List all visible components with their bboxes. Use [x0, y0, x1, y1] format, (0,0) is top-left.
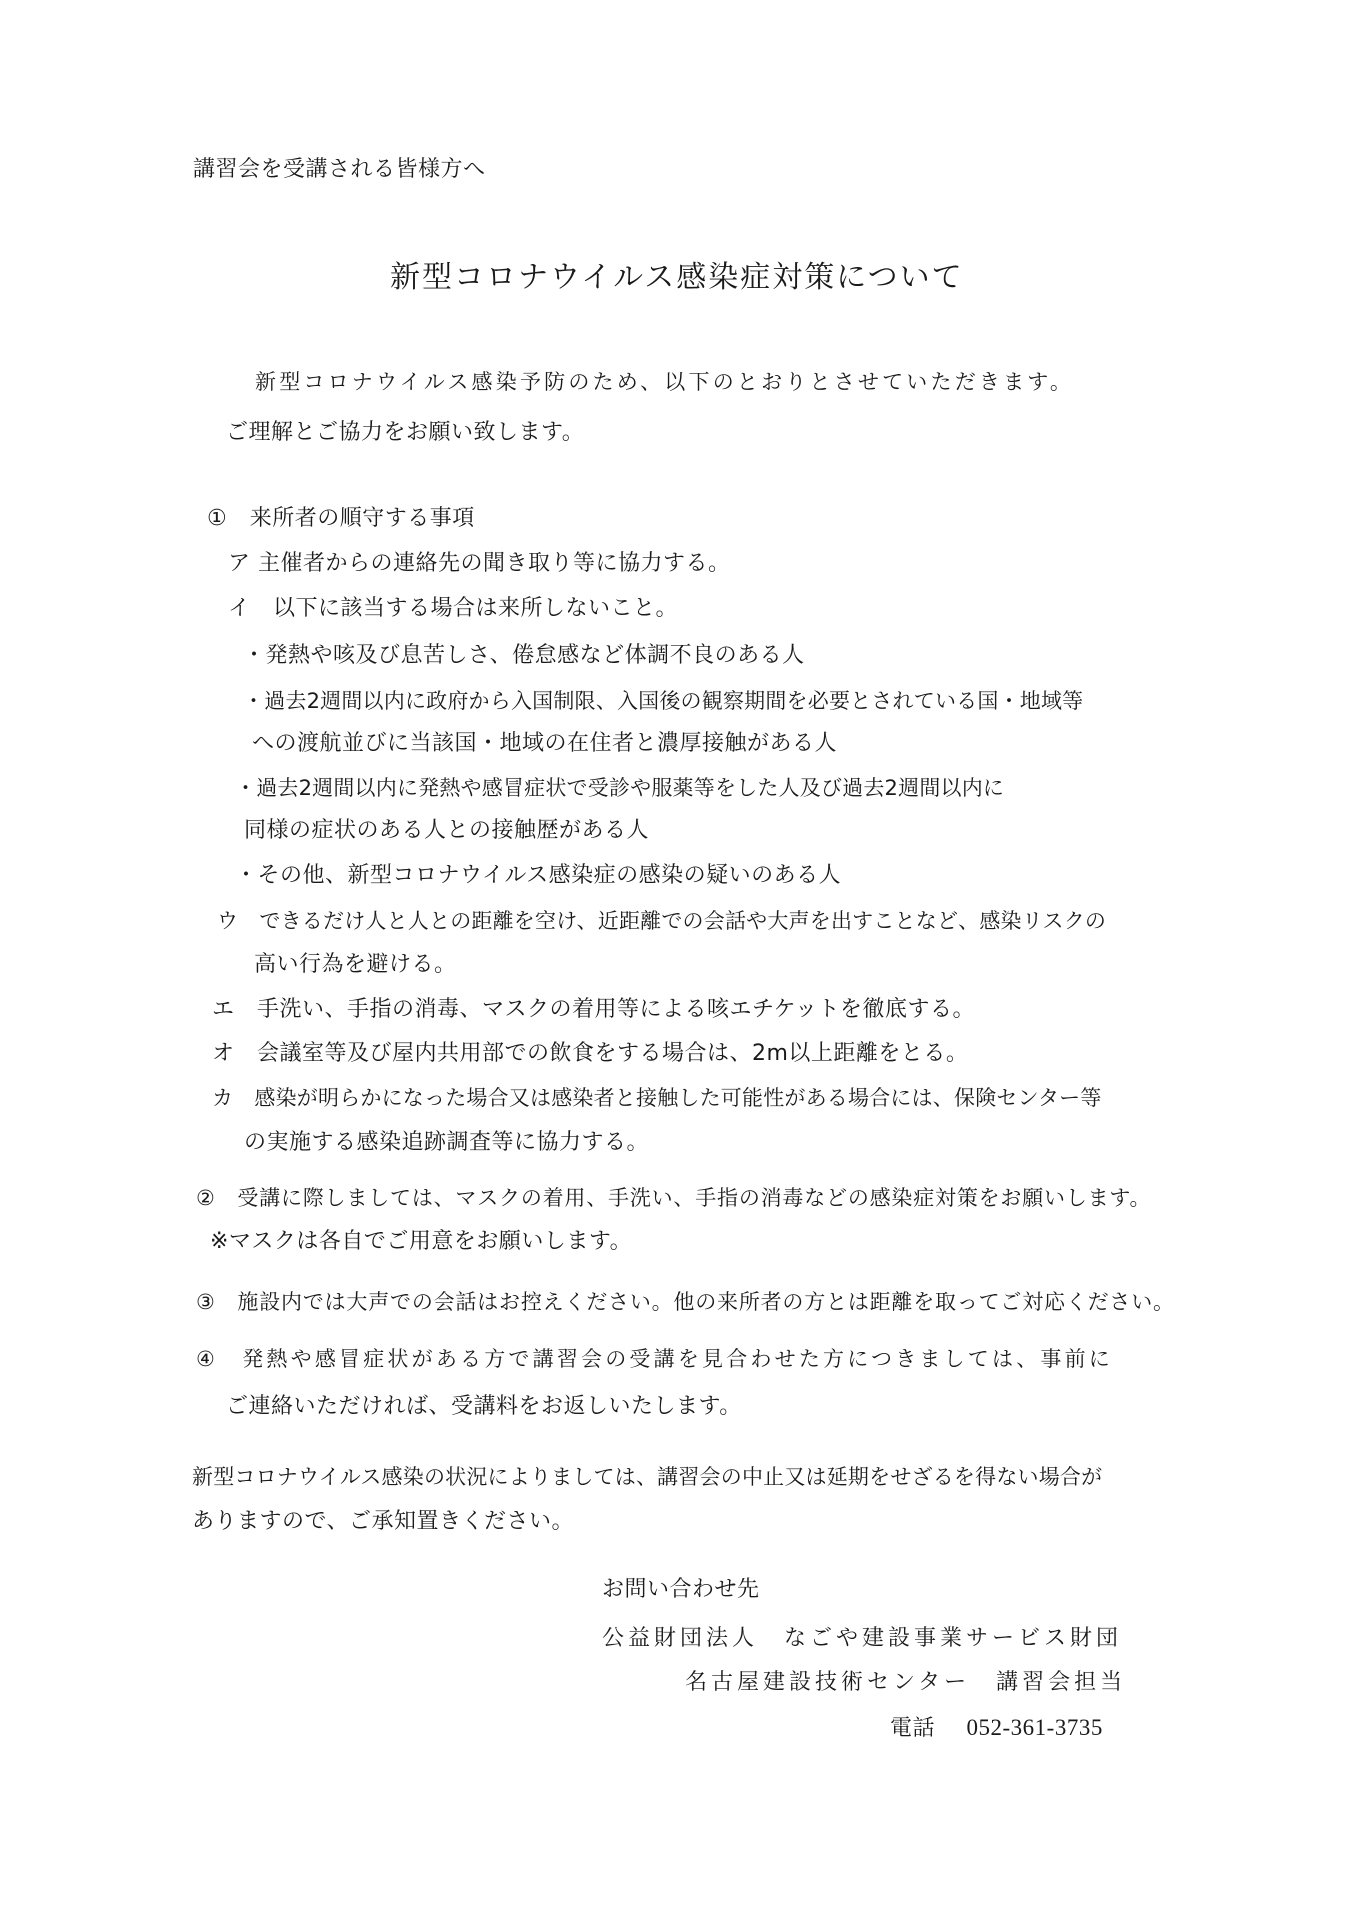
contact-phone-label: 電話: [890, 1716, 936, 1741]
section-3-line-1: ③ 施設内では大声での会話はお控えください。他の来所者の方とは距離を取ってご対応ください。: [196, 1290, 1175, 1314]
section-1-heading: ① 来所者の順守する事項: [207, 506, 475, 531]
section-2-line-2: ※マスクは各自でご用意をお願いします。: [210, 1229, 633, 1254]
contact-organization: 公益財団法人 なごや建設事業サービス財団: [602, 1626, 1123, 1651]
contact-department: 名古屋建設技術センター 講習会担当: [685, 1670, 1127, 1695]
section-1-item-ka-line-2: の実施する感染追跡調査等に協力する。: [244, 1130, 650, 1155]
addressee-line: 講習会を受講される皆様方へ: [193, 157, 486, 182]
intro-line-2: ご理解とご協力をお願い致します。: [226, 420, 585, 445]
section-1-bullet-3-line-1: ・過去2週間以内に発熱や感冒症状で受診や服薬等をした人及び過去2週間以内に: [235, 776, 1005, 800]
document-title: 新型コロナウイルス感染症対策について: [390, 260, 964, 295]
section-1-item-ka-line-1: カ 感染が明らかになった場合又は感染者と接触した可能性がある場合には、保険センター等: [212, 1086, 1102, 1110]
section-1-item-e: エ 手洗い、手指の消毒、マスクの着用等による咳エチケットを徹底する。: [212, 997, 976, 1022]
intro-line-1: 新型コロナウイルス感染予防のため、以下のとおりとさせていただきます。: [255, 370, 1075, 394]
section-4-line-2: ご連絡いただければ、受講料をお返しいたします。: [226, 1394, 742, 1419]
section-2-line-1: ② 受講に際しましては、マスクの着用、手洗い、手指の消毒などの感染症対策をお願いします。: [196, 1186, 1152, 1210]
section-1-item-u-line-1: ウ できるだけ人と人との距離を空け、近距離での会話や大声を出すことなど、感染リスクの: [217, 909, 1107, 933]
contact-phone: [890, 1713, 1103, 1744]
section-1-bullet-3-line-2: 同様の症状のある人との接触歴がある人: [244, 818, 650, 843]
section-1-bullet-2-line-1: ・過去2週間以内に政府から入国制限、入国後の観察期間を必要とされている国・地域等: [243, 689, 1084, 713]
contact-phone-number: 052-361-3735: [966, 1715, 1103, 1740]
contact-heading: お問い合わせ先: [602, 1577, 760, 1602]
closing-line-2: ありますので、ご承知置きください。: [192, 1509, 575, 1534]
section-1-bullet-2-line-2: への渡航並びに当該国・地域の在住者と濃厚接触がある人: [252, 731, 838, 756]
section-1-item-u-line-2: 高い行為を避ける。: [254, 952, 457, 977]
section-1-item-a: ア 主催者からの連絡先の聞き取り等に協力する。: [228, 551, 731, 576]
closing-line-1: 新型コロナウイルス感染の状況によりましては、講習会の中止又は延期をせざるを得ない場合が: [192, 1465, 1103, 1489]
section-1-item-i: イ 以下に該当する場合は来所しないこと。: [228, 596, 679, 621]
section-1-bullet-4: ・その他、新型コロナウイルス感染症の感染の疑いのある人: [235, 863, 842, 888]
section-4-line-1: ④ 発熱や感冒症状がある方で講習会の受講を見合わせた方につきましては、事前に: [196, 1347, 1114, 1371]
section-1-item-o: オ 会議室等及び屋内共用部での飲食をする場合は、2m以上距離をとる。: [212, 1041, 969, 1066]
section-1-bullet-1: ・発熱や咳及び息苦しさ、倦怠感など体調不良のある人: [243, 643, 805, 668]
